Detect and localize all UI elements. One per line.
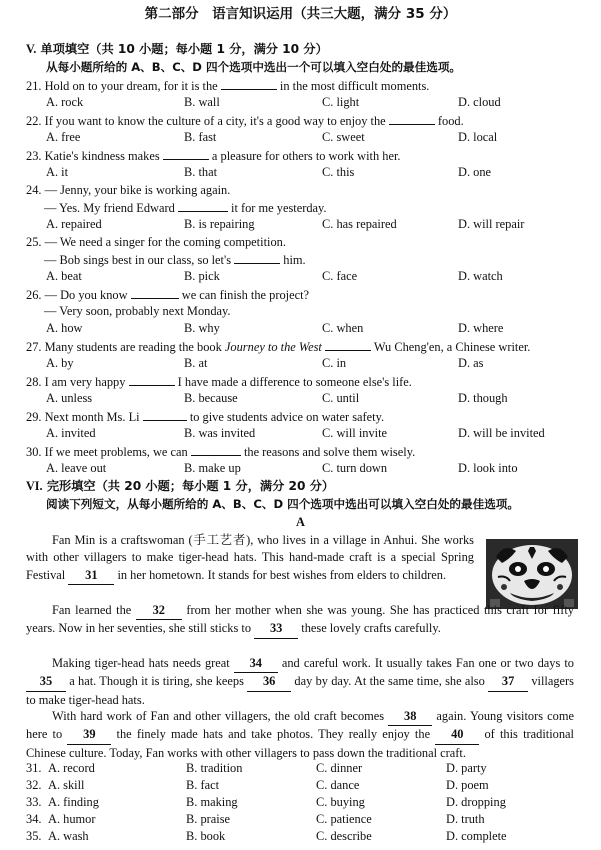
passage-label: A xyxy=(296,515,305,529)
cloze-blank-31: 31 xyxy=(68,567,114,585)
question-24-reply: — Yes. My friend Edward it for me yesterday. xyxy=(44,201,327,215)
section-6-instruction: 阅读下列短文，从每小题所给的 A、B、C、D 四个选项中选出可以填入空白处的最佳选项。 xyxy=(46,497,519,511)
question-26-reply: — Very soon, probably next Monday. xyxy=(44,304,231,318)
question-27: 27. Many students are reading the book Journey to the West Wu Cheng'en, a Chinese writer. xyxy=(26,340,531,354)
question-24-options: A. repaired B. is repairing C. has repaired D. will repair xyxy=(46,217,525,231)
passage-paragraph-2: Fan learned the 32 from her mother when she was young. She has practiced this craft for fifty years. Now in her seventies, she still sticks to 33 these lovely crafts carefully. xyxy=(26,602,574,639)
answer-blank xyxy=(163,147,209,160)
question-22-options: A. free B. fast C. sweet D. local xyxy=(46,130,498,144)
question-30: 30. If we meet problems, we can the reasons and solve them wisely. xyxy=(26,445,416,459)
question-26: 26. — Do you know we can finish the project? xyxy=(26,288,310,302)
cloze-blank-36: 36 xyxy=(247,673,291,691)
answer-blank xyxy=(143,408,187,421)
part-title: 第二部分 语言知识运用（共三大题，满分 35 分） xyxy=(144,6,457,22)
question-23-options: A. it B. that C. this D. one xyxy=(46,165,492,179)
answer-blank xyxy=(178,199,228,212)
cloze-blank-37: 37 xyxy=(488,673,528,691)
question-23: 23. Katie's kindness makes a pleasure for others to work with her. xyxy=(26,149,401,163)
section-5-number: V. xyxy=(26,42,37,56)
question-24: 24. — Jenny, your bike is working again. xyxy=(26,183,231,197)
answer-blank xyxy=(131,286,179,299)
passage-paragraph-4: With hard work of Fan and other villagers, the old craft becomes 38 again. Young visitors come here to 39 the finely made hats and take photos. They really enjoy the 40 of this traditional Chinese culture. Today, Fan works with other villagers to pass down the traditional craft. xyxy=(26,709,575,760)
cloze-options-31: 31. A. record B. tradition C. dinner D. party xyxy=(26,761,487,775)
cloze-blank-38: 38 xyxy=(388,708,432,726)
cloze-blank-40: 40 xyxy=(435,726,479,744)
cloze-blank-33: 33 xyxy=(254,620,298,638)
question-28-options: A. unless B. because C. until D. though xyxy=(46,391,508,405)
cloze-blank-34: 34 xyxy=(234,655,278,673)
section-5-instruction: 从每小题所给的 A、B、C、D 四个选项中选出一个可以填入空白处的最佳选项。 xyxy=(46,60,462,74)
answer-blank xyxy=(129,373,175,386)
question-26-options: A. how B. why C. when D. where xyxy=(46,321,504,335)
question-25: 25. — We need a singer for the coming competition. xyxy=(26,235,286,249)
question-29: 29. Next month Ms. Li to give students advice on water safety. xyxy=(26,410,385,424)
question-30-options: A. leave out B. make up C. turn down D. look into xyxy=(46,461,518,475)
answer-blank xyxy=(221,77,277,90)
question-21: 21. Hold on to your dream, for it is the in the most difficult moments. xyxy=(26,79,430,93)
cloze-options-32: 32. A. skill B. fact C. dance D. poem xyxy=(26,778,489,792)
answer-blank xyxy=(325,338,371,351)
passage-paragraph-1: Fan Min is a craftswoman (手工艺者), who lives in a village in Anhui. She works with other villagers to make tiger-head hats. This hand-made craft is a special Spring Festival 31 in her hometown. It stands for best wishes from elders to children. xyxy=(26,532,474,585)
question-21-options: A. rock B. wall C. light D. cloud xyxy=(46,95,501,109)
question-27-options: A. by B. at C. in D. as xyxy=(46,356,484,370)
question-29-options: A. invited B. was invited C. will invite D. will be invited xyxy=(46,426,545,440)
cloze-blank-39: 39 xyxy=(67,726,111,744)
section-6-heading xyxy=(26,478,334,495)
question-28: 28. I am very happy I have made a difference to someone else's life. xyxy=(26,375,412,389)
answer-blank xyxy=(191,443,241,456)
answer-blank xyxy=(389,112,435,125)
section-6-number: VI. xyxy=(26,479,43,493)
answer-blank xyxy=(234,251,280,264)
question-25-reply: — Bob sings best in our class, so let's him. xyxy=(44,253,306,267)
section-6-title: 完形填空（共 20 小题；每小题 1 分，满分 20 分） xyxy=(46,479,335,493)
cloze-options-35: 35. A. wash B. book C. describe D. complete xyxy=(26,829,507,843)
cloze-blank-32: 32 xyxy=(136,602,182,620)
tiger-hat-illustration xyxy=(484,537,580,611)
question-25-options: A. beat B. pick C. face D. watch xyxy=(46,269,503,283)
passage-paragraph-3: Making tiger-head hats needs great 34 and careful work. It usually takes Fan one or two days to 35 a hat. Though it is tiring, she keeps 36 day by day. At the same time, she also 37 villagers to make tiger-head hats. xyxy=(26,656,574,707)
cloze-options-33: 33. A. finding B. making C. buying D. dropping xyxy=(26,795,506,809)
cloze-options-34: 34. A. humor B. praise C. patience D. truth xyxy=(26,812,485,826)
cloze-blank-35: 35 xyxy=(26,673,66,691)
question-22: 22. If you want to know the culture of a city, it's a good way to enjoy the food. xyxy=(26,114,464,128)
section-5-title: 单项填空（共 10 小题；每小题 1 分，满分 10 分） xyxy=(40,42,328,56)
section-5-heading xyxy=(26,41,328,58)
